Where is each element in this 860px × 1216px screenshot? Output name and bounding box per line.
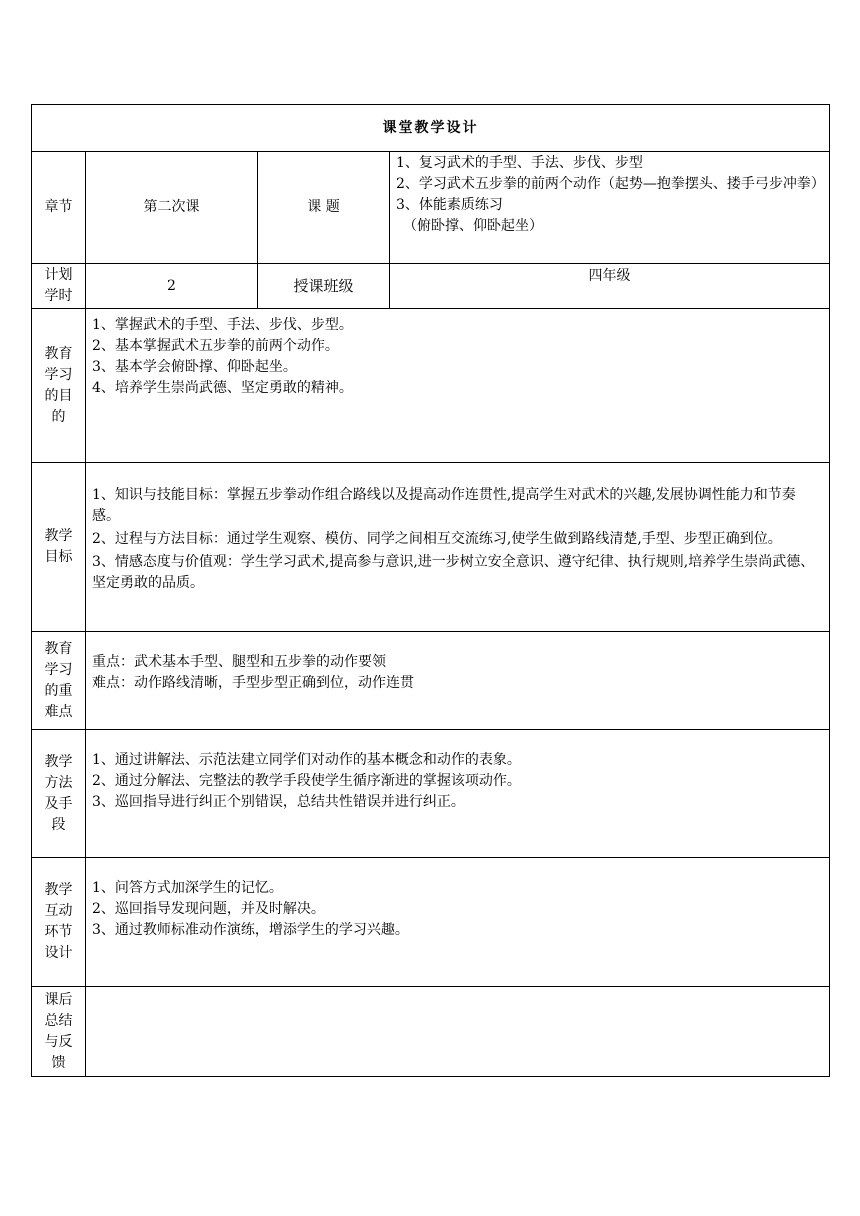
- goals-line: 1、知识与技能目标：掌握五步拳动作组合路线以及提高动作连贯性,提高学生对武术的兴趣,发展协调性能力和节奏感。: [92, 487, 796, 524]
- keypoints-content: [86, 632, 830, 730]
- topic-line: 3、体能素质练习: [396, 197, 503, 213]
- class-label: 授课班级: [258, 264, 390, 309]
- keypoints-line: 重点：武术基本手型、腿型和五步拳的动作要领: [92, 654, 386, 670]
- keypoints-label: 教育学习的重难点: [32, 632, 86, 730]
- keypoints-line: 难点：动作路线清晰，手型步型正确到位，动作连贯: [92, 675, 414, 691]
- interaction-line: 1、问答方式加深学生的记忆。: [92, 880, 283, 896]
- purpose-line: 4、培养学生崇尚武德、坚定勇敢的精神。: [92, 380, 353, 396]
- feedback-label: 课后总结与反馈: [32, 987, 86, 1077]
- methods-row: [32, 730, 830, 858]
- topic-content: [390, 152, 830, 264]
- purpose-row: [32, 309, 830, 463]
- lesson-plan-table: [31, 104, 830, 1077]
- methods-line: 2、通过分解法、完整法的教学手段使学生循序渐进的掌握该项动作。: [92, 773, 521, 789]
- keypoints-row: [32, 632, 830, 730]
- interaction-content: [86, 858, 830, 987]
- interaction-line: 3、通过教师标准动作演练，增添学生的学习兴趣。: [92, 922, 409, 938]
- methods-line: 1、通过讲解法、示范法建立同学们对动作的基本概念和动作的表象。: [92, 752, 521, 768]
- interaction-line: 2、巡回指导发现问题，并及时解决。: [92, 901, 325, 917]
- goals-line: 3、情感态度与价值观：学生学习武术,提高参与意识,进一步树立安全意识、遵守纪律、执行规则,培养学生崇尚武德、坚定勇敢的品质。: [92, 554, 815, 591]
- interaction-row: [32, 858, 830, 987]
- feedback-row: [32, 987, 830, 1077]
- chapter-value: 第二次课: [86, 152, 258, 264]
- hours-row: [32, 264, 830, 309]
- hours-label: 计划学时: [32, 264, 86, 309]
- topic-line: （俯卧撑、仰卧起坐）: [403, 218, 543, 234]
- purpose-line: 3、基本学会俯卧撑、仰卧起坐。: [92, 359, 297, 375]
- purpose-line: 2、基本掌握武术五步拳的前两个动作。: [92, 338, 339, 354]
- purpose-line: 1、掌握武术的手型、手法、步伐、步型。: [92, 317, 353, 333]
- goals-label: 教学目标: [32, 463, 86, 632]
- topic-label: 课 题: [258, 152, 390, 264]
- topic-line: 1、复习武术的手型、手法、步伐、步型: [396, 155, 643, 171]
- interaction-label: 教学互动环节设计: [32, 858, 86, 987]
- class-value: 四年级: [390, 264, 830, 309]
- purpose-content: [86, 309, 830, 463]
- topic-line: 2、学习武术五步拳的前两个动作（起势—抱拳摆头、搂手弓步冲拳）: [396, 176, 825, 192]
- goals-row: [32, 463, 830, 632]
- methods-content: [86, 730, 830, 858]
- goals-line: 2、过程与方法目标：通过学生观察、模仿、同学之间相互交流练习,使学生做到路线清楚,手型、步型正确到位。: [92, 531, 782, 547]
- document-title: 课堂教学设计: [32, 105, 830, 152]
- methods-label: 教学方法及手段: [32, 730, 86, 858]
- methods-line: 3、巡回指导进行纠正个别错误，总结共性错误并进行纠正。: [92, 794, 465, 810]
- purpose-label: 教育学习的目的: [32, 309, 86, 463]
- hours-value: 2: [86, 264, 258, 309]
- goals-content: [86, 463, 830, 632]
- chapter-row: [32, 152, 830, 264]
- feedback-content: [86, 987, 830, 1077]
- chapter-label: 章节: [32, 152, 86, 264]
- title-row: [32, 105, 830, 152]
